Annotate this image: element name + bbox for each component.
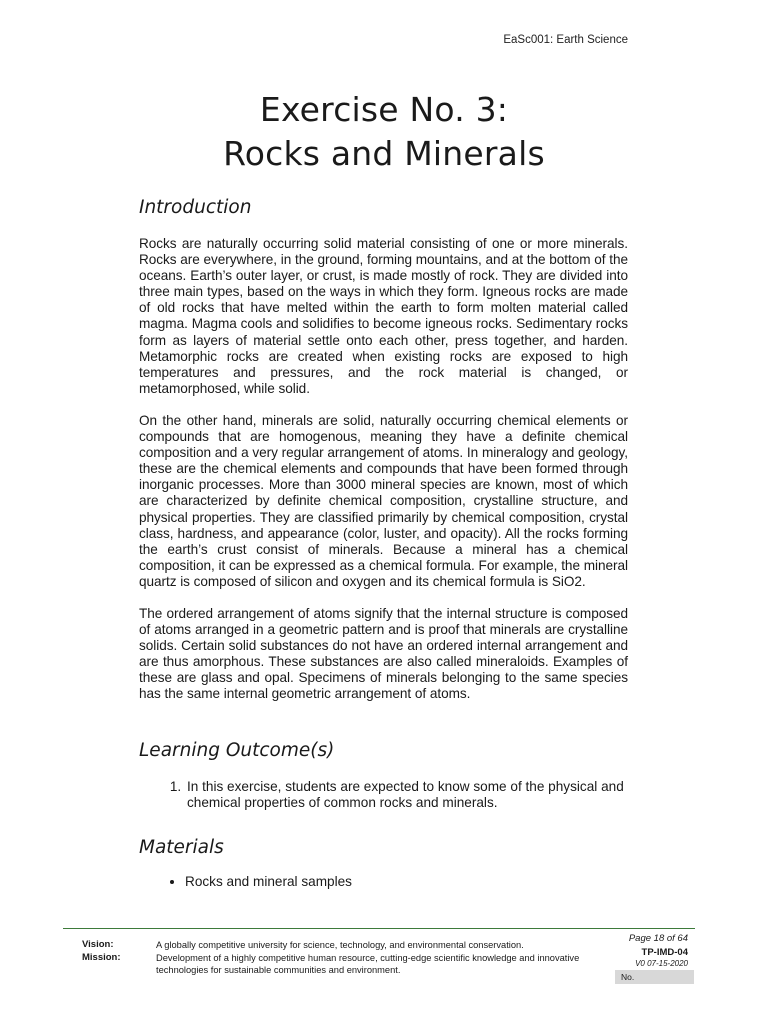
title-line-1: Exercise No. 3: <box>259 90 509 129</box>
course-header: EaSc001: Earth Science <box>503 34 628 46</box>
introduction-heading: Introduction <box>139 197 252 218</box>
document-version: V0 07-15-2020 <box>635 959 688 968</box>
footer-divider <box>63 928 695 929</box>
intro-paragraph-1: Rocks are naturally occurring solid material consisting of one or more minerals. Rocks are everywhere, in the ground, forming mountains, and at the bottom of the oceans. Earth’s outer layer, or crust, is made mostly of rock. They are divided into three main types, based on the ways in which they form. Igneous rocks are made of old rocks that have melted within the earth to form molten material called magma. Magma cools and solidifies to become igneous rocks. Sedimentary rocks form as layers of material settle onto each other, press together, and harden. Metamorphic rocks are created when existing rocks are exposed to high temperatures and pressures, and the rock material is changed, or metamorphosed, while solid. <box>139 236 628 396</box>
title-line-2: Rocks and Minerals <box>223 134 545 173</box>
mission-text: Development of a highly competitive human resource, cutting-edge scientific knowledge and innovative technologies for sustainable communities and environment. <box>156 952 580 975</box>
materials-list <box>139 874 628 890</box>
document-number-field: No. <box>615 970 694 984</box>
learning-outcomes-list <box>139 779 628 811</box>
page-title <box>0 88 768 176</box>
vision-text: A globally competitive university for science, technology, and environmental conservation. <box>156 940 524 950</box>
intro-paragraph-3: The ordered arrangement of atoms signify that the internal structure is composed of atoms arranged in a geometric pattern and is proof that minerals are crystalline solids. Certain solid substances do not have an ordered internal arrangement and are thus amorphous. These substances are also called mineraloids. Examples of these are glass and opal. Specimens of minerals belonging to the same species has the same internal geometric arrangement of atoms. <box>139 605 628 702</box>
footer-doc-info <box>629 932 688 969</box>
intro-paragraph-2: On the other hand, minerals are solid, naturally occurring chemical elements or compounds that are homogenous, meaning they have a definite chemical composition and a very regular arrangement of atoms. In mineralogy and geology, these are the chemical elements and compounds that have been formed through inorganic processes. More than 3000 mineral species are known, most of which are characterized by definite chemical composition, crystalline structure, and physical properties. They are classified primarily by chemical composition, crystal class, hardness, and appearance (color, luster, and opacity). All the rocks forming the earth’s crust consist of minerals. Because a mineral has a chemical composition, it can be expressed as a chemical formula. For example, the mineral quartz is composed of silicon and oxygen and its chemical formula is SiO2. <box>139 412 628 589</box>
list-item: • Rocks and mineral samples <box>185 874 628 890</box>
materials-heading: Materials <box>139 836 224 858</box>
document-body <box>139 197 628 890</box>
vision-label: Vision: <box>82 939 114 950</box>
footer-labels <box>82 939 121 964</box>
learning-outcomes-heading: Learning Outcome(s) <box>139 739 335 761</box>
footer-statements <box>156 939 596 977</box>
page-number: Page 18 of 64 <box>628 933 688 944</box>
list-item: 1. In this exercise, students are expected to know some of the physical and chemical properties of common rocks and minerals. <box>185 779 628 811</box>
document-code: TP-IMD-04 <box>641 947 688 958</box>
mission-label: Mission: <box>82 951 121 963</box>
